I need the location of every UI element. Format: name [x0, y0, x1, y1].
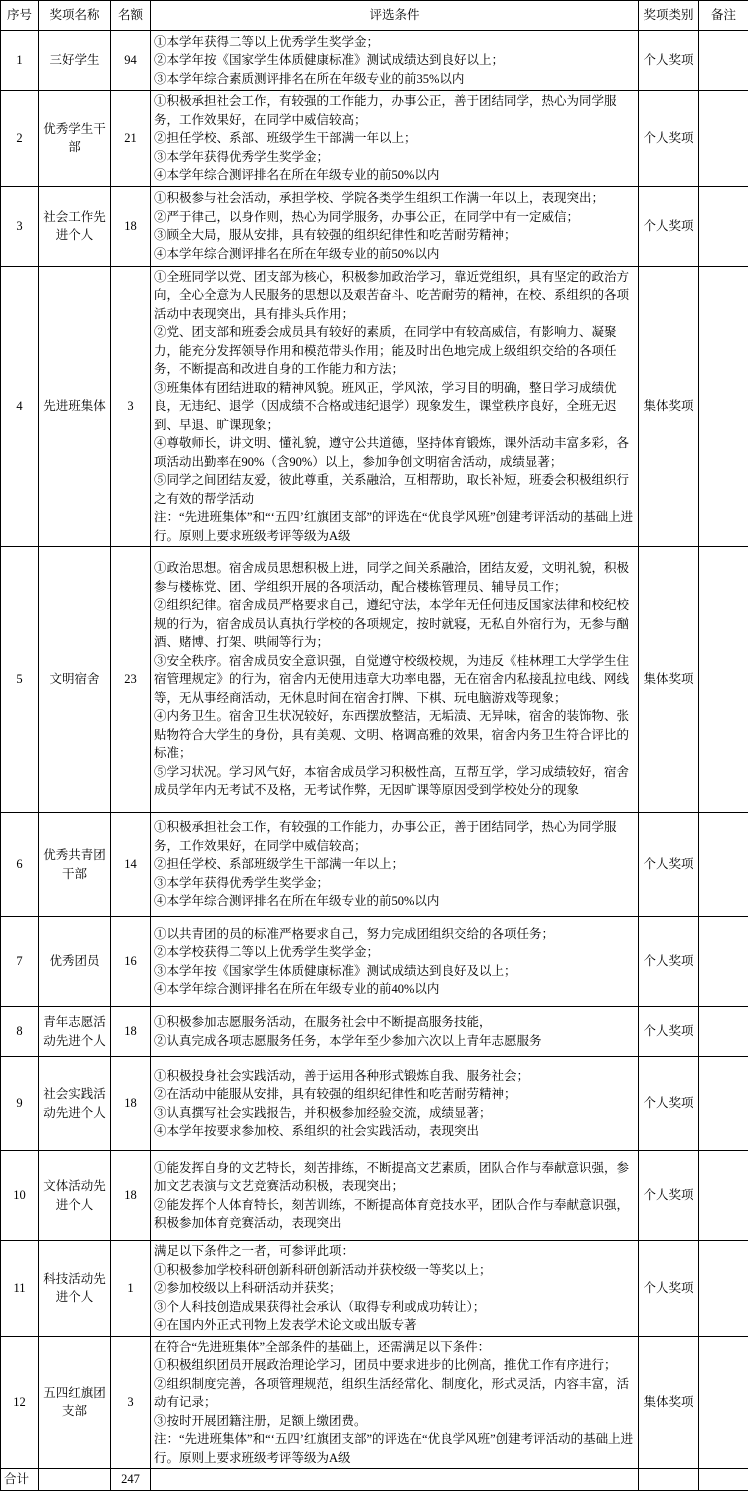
criteria-line: ②党、团支部和班委会成员具有较好的素质，在同学中有较高威信，有影响力、凝聚力，能充分发挥领导作用和模范带头作用；能及时出色地完成上级组织交给的各项任务，不断提高和改进自身的工作能力和方法； [154, 323, 635, 379]
criteria-cell [151, 91, 639, 187]
seq-cell: 12 [1, 1336, 39, 1469]
col-header-seq: 序号 [1, 1, 39, 31]
criteria-cell [151, 266, 639, 547]
total-criteria-cell [151, 1469, 639, 1491]
name-cell: 优秀团员 [39, 917, 111, 1007]
criteria-line: ②担任学校、系部、班级学生干部满一年以上； [154, 129, 635, 148]
category-cell: 个人奖项 [639, 31, 699, 91]
table-row [1, 1151, 748, 1241]
criteria-line: 注：“先进班集体”和“‘五四’红旗团支部”的评选在“优良学风班”创建考评活动的基础上进行。原则上要求班级考评等级为A级 [154, 1430, 635, 1467]
table-row [1, 547, 748, 813]
table-footer [1, 1469, 748, 1491]
criteria-line: ②担任学校、系部班级学生干部满一年以上； [154, 855, 635, 874]
seq-cell: 9 [1, 1057, 39, 1151]
quota-cell: 18 [111, 1057, 151, 1151]
awards-table-body [1, 31, 748, 1469]
criteria-line: ②能发挥个人体育特长，刻苦训练，不断提高体育竞技水平，团队合作与奉献意识强，积极参加体育竞赛活动，表现突出 [154, 1196, 635, 1233]
criteria-line: ④内务卫生。宿舍卫生状况较好，东西摆放整洁，无垢渍、无异味，宿舍的装饰物、张贴物符合大学生的身份，具有美观、文明、格调高雅的效果，宿舍内务卫生符合评比的标准； [154, 707, 635, 763]
seq-cell: 3 [1, 186, 39, 266]
quota-cell: 18 [111, 1007, 151, 1057]
quota-cell: 16 [111, 917, 151, 1007]
criteria-line: ④在国内外正式刊物上发表学术论文或出版专著 [154, 1316, 635, 1335]
remark-cell [699, 1241, 748, 1337]
category-cell: 个人奖项 [639, 186, 699, 266]
criteria-cell [151, 1151, 639, 1241]
criteria-line: 满足以下条件之一者，可参评此项： [154, 1242, 635, 1261]
header-row [1, 1, 748, 31]
seq-cell: 7 [1, 917, 39, 1007]
criteria-line: ④本学年综合测评排名在所在年级专业的前50%以内 [154, 892, 635, 911]
remark-cell [699, 186, 748, 266]
quota-cell: 1 [111, 1241, 151, 1337]
table-row [1, 186, 748, 266]
name-cell: 文明宿舍 [39, 547, 111, 813]
criteria-cell [151, 1336, 639, 1469]
criteria-line: ①本学年获得二等以上优秀学生奖学金； [154, 33, 635, 52]
criteria-line: ③个人科技创造成果获得社会承认（取得专利或成功转让）； [154, 1298, 635, 1317]
category-cell: 集体奖项 [639, 1336, 699, 1469]
criteria-cell [151, 186, 639, 266]
criteria-line: ②在活动中能服从安排，具有较强的组织纪律性和吃苦耐劳精神； [154, 1085, 635, 1104]
criteria-line: ③本学年获得优秀学生奖学金； [154, 874, 635, 893]
seq-cell: 10 [1, 1151, 39, 1241]
seq-cell: 11 [1, 1241, 39, 1337]
quota-cell: 94 [111, 31, 151, 91]
remark-cell [699, 1151, 748, 1241]
criteria-cell [151, 1241, 639, 1337]
criteria-cell [151, 813, 639, 917]
table-row [1, 1336, 748, 1469]
criteria-line: ②本学校获得二等以上优秀学生奖学金； [154, 943, 635, 962]
criteria-line: ①积极参与社会活动，承担学校、学院各类学生组织工作满一年以上，表现突出； [154, 189, 635, 208]
name-cell: 社会工作先进个人 [39, 186, 111, 266]
table-row [1, 917, 748, 1007]
category-cell: 个人奖项 [639, 1241, 699, 1337]
total-label-cell: 合计 [1, 1469, 39, 1491]
remark-cell [699, 1336, 748, 1469]
category-cell: 个人奖项 [639, 813, 699, 917]
col-header-criteria: 评选条件 [151, 1, 639, 31]
quota-cell: 18 [111, 1151, 151, 1241]
category-cell: 个人奖项 [639, 1057, 699, 1151]
table-row [1, 266, 748, 547]
criteria-line: ②参加校级以上科研活动并获奖； [154, 1279, 635, 1298]
criteria-line: ④尊敬师长，讲文明、懂礼貌，遵守公共道德，坚持体育锻炼，课外活动丰富多彩，各项活动出勤率在90%（含90%）以上，参加争创文明宿舍活动，成绩显著； [154, 434, 635, 471]
criteria-line: ①积极参加学校科研创新科研创新活动并获校级一等奖以上； [154, 1261, 635, 1280]
category-cell: 个人奖项 [639, 1151, 699, 1241]
table-row [1, 91, 748, 187]
total-category-cell [639, 1469, 699, 1491]
remark-cell [699, 266, 748, 547]
col-header-remark: 备注 [699, 1, 748, 31]
criteria-line: ①能发挥自身的文艺特长，刻苦排练，不断提高文艺素质，团队合作与奉献意识强，参加文艺表演与文艺竞赛活动积极，表现突出； [154, 1159, 635, 1196]
criteria-line: 注：“先进班集体”和“‘五四’红旗团支部”的评选在“优良学风班”创建考评活动的基础上进行。原则上要求班级考评等级为A级 [154, 508, 635, 545]
table-row [1, 1241, 748, 1337]
name-cell: 优秀学生干部 [39, 91, 111, 187]
name-cell: 优秀共青团干部 [39, 813, 111, 917]
seq-cell: 6 [1, 813, 39, 917]
category-cell: 个人奖项 [639, 917, 699, 1007]
quota-cell: 3 [111, 266, 151, 547]
criteria-line: ④本学年综合测评排名在所在年级专业的前40%以内 [154, 980, 635, 999]
col-header-name: 奖项名称 [39, 1, 111, 31]
remark-cell [699, 31, 748, 91]
col-header-quota: 名额 [111, 1, 151, 31]
criteria-line: ③顾全大局，服从安排，具有较强的组织纪律性和吃苦耐劳精神； [154, 226, 635, 245]
name-cell: 社会实践活动先进个人 [39, 1057, 111, 1151]
table-row [1, 1007, 748, 1057]
remark-cell [699, 547, 748, 813]
quota-cell: 3 [111, 1336, 151, 1469]
table-header [1, 1, 748, 31]
criteria-line: ③按时开展团籍注册，足额上缴团费。 [154, 1412, 635, 1431]
table-row [1, 31, 748, 91]
table-row [1, 813, 748, 917]
quota-cell: 21 [111, 91, 151, 187]
name-cell: 五四红旗团支部 [39, 1336, 111, 1469]
criteria-line: ⑤学习状况。学习风气好，本宿舍成员学习积极性高，互帮互学，学习成绩较好，宿舍成员学年内无考试不及格，无考试作弊，无因旷课等原因受到学校处分的现象 [154, 763, 635, 800]
seq-cell: 4 [1, 266, 39, 547]
criteria-line: ①积极承担社会工作，有较强的工作能力，办事公正，善于团结同学，热心为同学服务，工作效果好，在同学中威信较高； [154, 818, 635, 855]
total-remark-cell [699, 1469, 748, 1491]
criteria-cell [151, 547, 639, 813]
criteria-line: ③本学年按《国家学生体质健康标准》测试成绩达到良好及以上； [154, 962, 635, 981]
criteria-line: ②认真完成各项志愿服务任务，本学年至少参加六次以上青年志愿服务 [154, 1032, 635, 1051]
criteria-cell [151, 1057, 639, 1151]
category-cell: 集体奖项 [639, 547, 699, 813]
criteria-line: ③本学年获得优秀学生奖学金； [154, 148, 635, 167]
name-cell: 青年志愿活动先进个人 [39, 1007, 111, 1057]
criteria-line: ③本学年综合素质测评排名在所在年级专业的前35%以内 [154, 70, 635, 89]
col-header-category: 奖项类别 [639, 1, 699, 31]
total-name-cell [39, 1469, 111, 1491]
criteria-line: ①积极参加志愿服务活动，在服务社会中不断提高服务技能， [154, 1013, 635, 1032]
remark-cell [699, 91, 748, 187]
total-quota-cell: 247 [111, 1469, 151, 1491]
remark-cell [699, 813, 748, 917]
criteria-line: ②本学年按《国家学生体质健康标准》测试成绩达到良好以上； [154, 51, 635, 70]
criteria-line: ③班集体有团结进取的精神风貌。班风正，学风浓，学习目的明确，整日学习成绩优良，无违纪、退学（因成绩不合格或违纪退学）现象发生，课堂秩序良好，全班无迟到、早退、旷课现象； [154, 379, 635, 435]
seq-cell: 5 [1, 547, 39, 813]
criteria-line: ①积极承担社会工作，有较强的工作能力，办事公正，善于团结同学，热心为同学服务，工作效果好，在同学中威信较高； [154, 92, 635, 129]
seq-cell: 1 [1, 31, 39, 91]
criteria-line: ①政治思想。宿舍成员思想积极上进，同学之间关系融洽，团结友爱，文明礼貌，积极参与楼栋党、团、学组织开展的各项活动，配合楼栋管理员、辅导员工作； [154, 559, 635, 596]
criteria-line: ④本学年按要求参加校、系组织的社会实践活动，表现突出 [154, 1122, 635, 1141]
criteria-line: ①积极投身社会实践活动，善于运用各种形式锻炼自我、服务社会； [154, 1067, 635, 1086]
total-row [1, 1469, 748, 1491]
criteria-line: ①全班同学以党、团支部为核心，积极参加政治学习，靠近党组织，具有坚定的政治方向，全心全意为人民服务的思想以及艰苦奋斗、吃苦耐劳的精神，在校、系组织的各项活动中表现突出，具有排头兵作用； [154, 268, 635, 324]
criteria-cell [151, 917, 639, 1007]
remark-cell [699, 1057, 748, 1151]
criteria-line: ④本学年综合测评排名在所在年级专业的前50%以内 [154, 245, 635, 264]
criteria-line: ⑤同学之间团结友爱，彼此尊重，关系融洽，互相帮助，取长补短，班委会积极组织行之有效的帮学活动 [154, 471, 635, 508]
criteria-line: ③认真撰写社会实践报告，并积极参加经验交流，成绩显著； [154, 1104, 635, 1123]
criteria-line: ①以共青团的员的标准严格要求自己，努力完成团组织交给的各项任务； [154, 925, 635, 944]
criteria-line: ②严于律己，以身作则，热心为同学服务，办事公正，在同学中有一定威信； [154, 208, 635, 227]
category-cell: 个人奖项 [639, 91, 699, 187]
quota-cell: 14 [111, 813, 151, 917]
criteria-line: ②组织制度完善，各项管理规范，组织生活经常化、制度化，形式灵活，内容丰富，活动有记录； [154, 1375, 635, 1412]
criteria-cell [151, 1007, 639, 1057]
criteria-line: ②组织纪律。宿舍成员严格要求自己，遵纪守法，本学年无任何违反国家法律和校纪校规的行为，宿舍成员认真执行学校的各项规定，按时就寝，无私自外宿行为，无参与酗酒、赌博、打架、哄闹等行为； [154, 596, 635, 652]
remark-cell [699, 1007, 748, 1057]
criteria-line: ①积极组织团员开展政治理论学习，团员中要求进步的比例高，推优工作有序进行； [154, 1356, 635, 1375]
criteria-line: ③安全秩序。宿舍成员安全意识强，自觉遵守校级校规，为违反《桂林理工大学学生住宿管理规定》的行为，宿舍内无使用违章大功率电器，无在宿舍内私接乱拉电线、网线等，无从事经商活动，无休息时间在宿舍打牌、下棋、玩电脑游戏等现象； [154, 652, 635, 708]
table-row [1, 1057, 748, 1151]
category-cell: 集体奖项 [639, 266, 699, 547]
name-cell: 科技活动先进个人 [39, 1241, 111, 1337]
quota-cell: 18 [111, 186, 151, 266]
name-cell: 文体活动先进个人 [39, 1151, 111, 1241]
remark-cell [699, 917, 748, 1007]
category-cell: 个人奖项 [639, 1007, 699, 1057]
criteria-line: 在符合“先进班集体”全部条件的基础上，还需满足以下条件： [154, 1338, 635, 1357]
quota-cell: 23 [111, 547, 151, 813]
criteria-cell [151, 31, 639, 91]
seq-cell: 8 [1, 1007, 39, 1057]
criteria-line: ④本学年综合测评排名在所在年级专业的前50%以内 [154, 166, 635, 185]
name-cell: 三好学生 [39, 31, 111, 91]
name-cell: 先进班集体 [39, 266, 111, 547]
seq-cell: 2 [1, 91, 39, 187]
